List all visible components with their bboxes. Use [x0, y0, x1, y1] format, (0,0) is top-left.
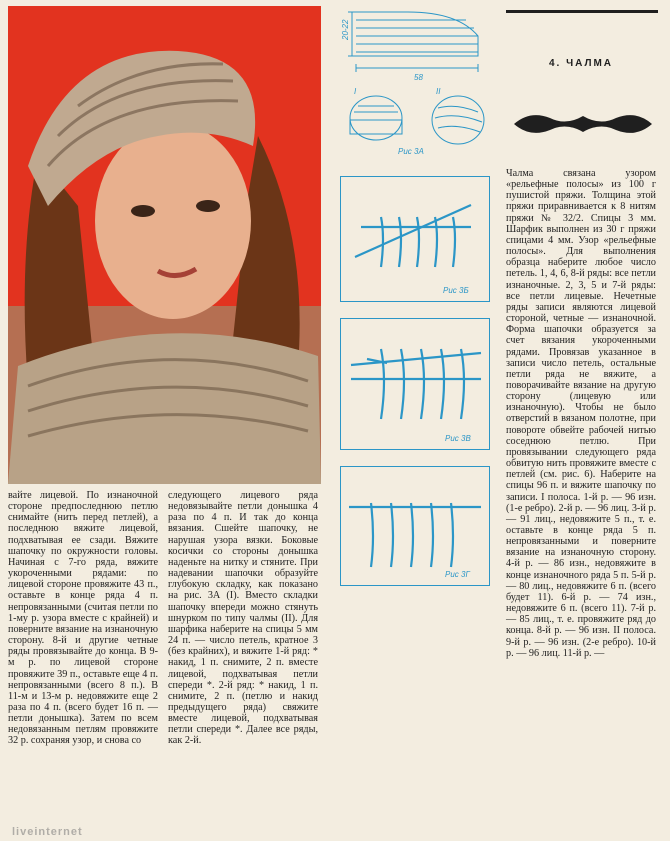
header-rule — [506, 10, 658, 13]
fig3a-height-label: 20-22 — [341, 19, 350, 40]
hat-photo — [8, 6, 321, 484]
fig3a-part-2: II — [436, 87, 441, 96]
figure-3a — [338, 8, 494, 158]
figure-3g — [340, 466, 490, 586]
figure-3v — [340, 318, 490, 450]
watermark: liveinternet — [12, 826, 83, 838]
section-title: 4. ЧАЛМА — [548, 58, 614, 69]
text-column-3: Чалма связана узором «рельефные полосы» из 100 г пушистой пряжи. Толщина этой пряжи приравнивается к 8 нитям пряжи № 32/2. Спицы 3 мм. Шарфик выполнен из 30 г пряжи спицами 4 мм. Узор «рельефные полосы». Для выполнения образца наберите любое число петель. 1, 4, 6, 8-й ряды: все петли изнаночные. 2, 3, 5 и 7-й ряды: все петли лицевые. Нечетные ряды записи являются лицевой стороной, четные — изнаночной. Форма шапочки образуется за счет вязания укороченными рядами. Провязав указанное в записи число петель, остальные петли ряда не вяжите, а поворачивайте вязание на другую сторону (лицевую или изнаночную). Чтобы не было отверстий в вязаном полотне, при повороте обвейте рабочей нитью соседнюю петлю. При провязывании следующего ряда обвитую нить провяжите вместе с петлей (см. рис. 6). Наберите на спицы 96 п. и вяжите шапочку по записи. I полоса. 1-й р. — 96 изн. (1-е ребро). 2-й р. — 96 лиц. 3-й р. — 91 лиц., недовяжите 5 п., т. е. оставьте в конце ряда 5 п. непровязанными и поверните вязание на изнаночную сторону. 4-й р. — 86 изн., недовяжите в конце изнаночного ряда 5 п. 5-й р. — 80 лиц., недовяжите 6 п. (всего будет 11). 6-й р. — 74 изн., недовяжите 6 п. (всего 11). 7-й р. — 85 лиц., т. е. провяжите ряд до конца. 8-й р. — 96 изн. II полоса. 9-й р. — 96 изн. (2-е ребро). 10-й р. — 96 лиц. 11-й р. — — [506, 168, 656, 659]
text-column-2: следующего лицевого ряда недовязывайте петли донышка 4 раза по 4 п. И так до конца вязания. Сшейте шапочку, не нарушая узора вязки. Боковые косички со стороны донышка наденьте на нитку и стяните. При надевании шапочки образуйте глубокую складку, как показано на рис. 3А (I). Вместо складки шапочку впереди можно стянуть шнурком по типу чалмы (II). Для шарфика наберите на спицы 5 мм 24 п. — число петель, кратное 3 (без крайних), и вяжите 1-й ряд: * накид, 1 п. снимите, 2 п. вместе лицевой, подхватывая петли спереди *. 2-й ряд: * накид, 1 п. снимите, 2 п. (петлю и накид предыдущего ряда) свяжите вместе лицевой, подхватывая петли спереди *. Далее все ряды, как 2-й. — [168, 490, 318, 747]
text-column-1: вайте лицевой. По изнаночной стороне предпоследнюю петлю снимайте (нить перед петлей), а последнюю вяжите лицевой, подхватывая ее сзади. Вяжите шапочку по окружности головы. Начиная с 7-го ряда, вяжите укороченными рядами: по лицевой стороне провяжите 43 п., оставьте в конце ряда 4 п. непровязанными (считая петли по 1-му р. узора вместе с крайней) и поверните вязание на изнаночную сторону. 8-й и другие четные ряды провязывайте до конца. В 9-м р. по лицевой стороне провяжите 39 п., оставьте еще 4 п. непровязанными (всего 8 п.). В 11-м и 13-м р. недовяжите еще 2 раза по 4 п. (всего будет 16 п. — петли донышка). Затем по всем недовязанным петлям провяжите 32 р. сохраняя узор, и снова со — [8, 490, 158, 747]
fig3a-width-label: 58 — [414, 73, 423, 82]
ornament-icon — [510, 108, 656, 140]
fig3a-caption: Рис 3А — [398, 147, 424, 156]
figure-3b — [340, 176, 490, 302]
fig3v-caption: Рис 3В — [445, 434, 471, 443]
fig3g-caption: Рис 3Г — [445, 570, 470, 579]
fig3b-caption: Рис 3Б — [443, 286, 469, 295]
fig3a-part-1: I — [354, 87, 357, 96]
